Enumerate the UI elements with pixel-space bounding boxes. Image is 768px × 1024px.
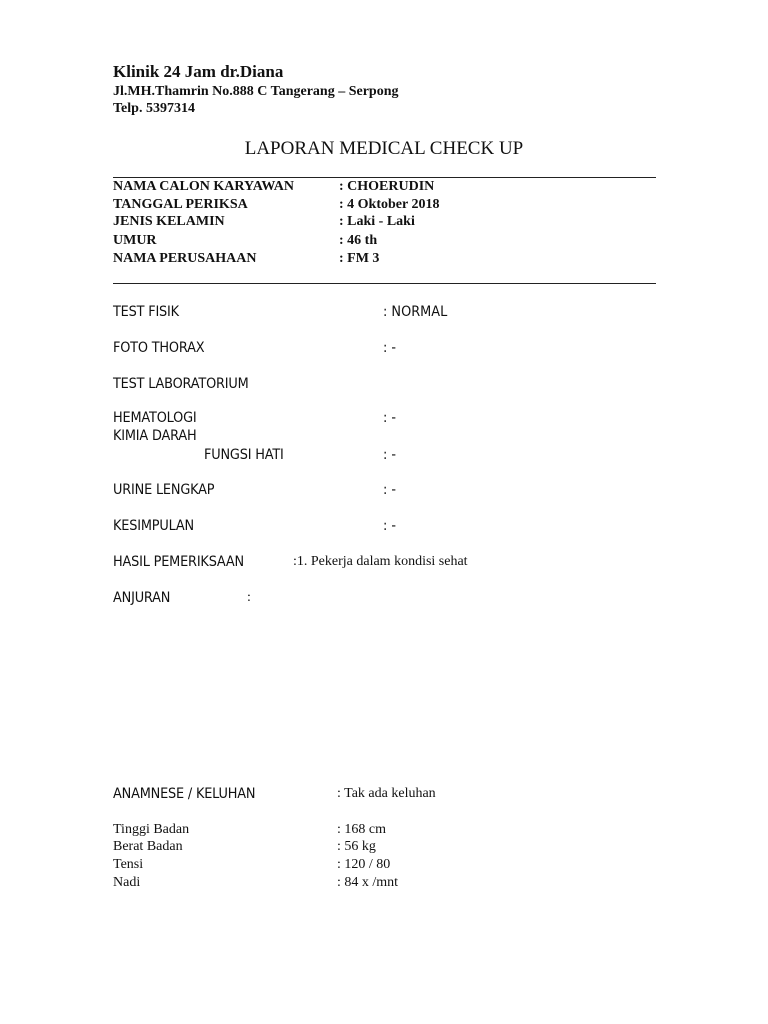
anamnese-value: : Tak ada keluhan — [337, 786, 436, 801]
exam-value-hasil: :1. Pekerja dalam kondisi sehat — [293, 554, 468, 569]
report-title: LAPORAN MEDICAL CHECK UP — [244, 138, 524, 159]
identity-value-age: : 46 th — [339, 233, 378, 248]
vital-label-nadi: Nadi — [113, 875, 141, 890]
identity-label-date: TANGGAL PERIKSA — [113, 197, 248, 212]
exam-label-fungsi-hati: FUNGSI HATI — [204, 447, 284, 463]
clinic-name: Klinik 24 Jam dr.Diana — [113, 62, 284, 81]
vital-label-height: Tinggi Badan — [113, 822, 190, 837]
exam-label-anjuran: ANJURAN — [113, 590, 171, 606]
identity-label-name: NAMA CALON KARYAWAN — [113, 179, 295, 194]
identity-label-company: NAMA PERUSAHAAN — [113, 251, 257, 266]
exam-value-urine: : - — [383, 482, 397, 498]
exam-value-hematologi: : - — [383, 410, 397, 426]
vital-value-tensi: : 120 / 80 — [337, 857, 391, 872]
vital-value-nadi: : 84 x /mnt — [337, 875, 399, 890]
exam-value-test-fisik: : NORMAL — [383, 304, 448, 320]
exam-label-kimia-darah: KIMIA DARAH — [113, 428, 197, 444]
clinic-address: Jl.MH.Thamrin No.888 C Tangerang – Serpong — [113, 84, 399, 99]
exam-label-hasil: HASIL PEMERIKSAAN — [113, 554, 244, 570]
exam-value-kesimpulan: : - — [383, 518, 397, 534]
vital-value-height: : 168 cm — [337, 822, 386, 837]
identity-label-age: UMUR — [113, 233, 157, 248]
identity-value-gender: : Laki - Laki — [339, 214, 415, 229]
exam-label-test-lab: TEST LABORATORIUM — [113, 376, 249, 392]
exam-value-fungsi-hati: : - — [383, 447, 397, 463]
exam-label-test-fisik: TEST FISIK — [113, 304, 179, 320]
exam-value-foto-thorax: : - — [383, 340, 397, 356]
divider-top — [113, 177, 656, 178]
identity-value-name: : CHOERUDIN — [339, 179, 435, 194]
vital-value-weight: : 56 kg — [337, 839, 376, 854]
exam-label-foto-thorax: FOTO THORAX — [113, 340, 205, 356]
anamnese-label: ANAMNESE / KELUHAN — [113, 786, 256, 802]
exam-label-hematologi: HEMATOLOGI — [113, 410, 197, 426]
exam-label-kesimpulan: KESIMPULAN — [113, 518, 194, 534]
clinic-phone: Telp. 5397314 — [113, 101, 195, 116]
exam-value-anjuran: : — [247, 590, 251, 605]
vital-label-tensi: Tensi — [113, 857, 144, 872]
exam-label-urine: URINE LENGKAP — [113, 482, 215, 498]
identity-value-company: : FM 3 — [339, 251, 380, 266]
identity-value-date: : 4 Oktober 2018 — [339, 197, 440, 212]
identity-label-gender: JENIS KELAMIN — [113, 214, 225, 229]
divider-bottom — [113, 283, 656, 284]
vital-label-weight: Berat Badan — [113, 839, 183, 854]
